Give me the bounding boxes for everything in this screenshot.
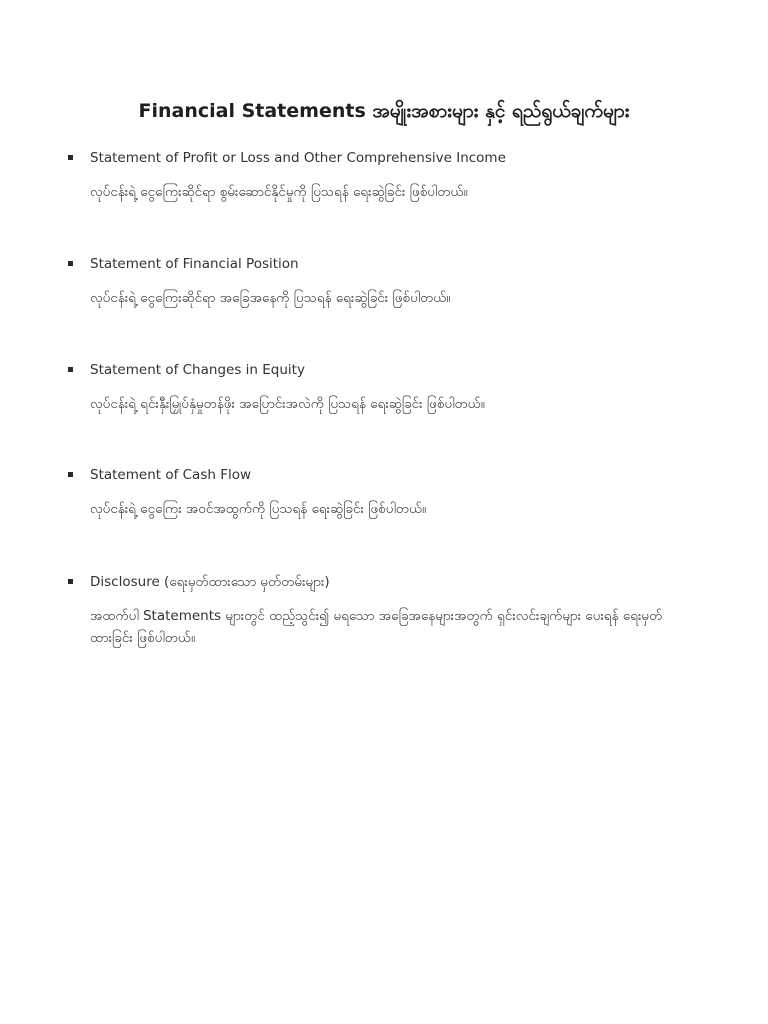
- item-description: လုပ်ငန်းရဲ့ ရင်းနှီးမြှုပ်နှံမှုတန်ဖိုး အပြောင်းအလဲကို ပြသရန် ရေးဆွဲခြင်း ဖြစ်ပါတယ်။: [90, 396, 485, 412]
- bullet-square-icon: [68, 367, 73, 372]
- bullet-square-icon: [68, 261, 73, 266]
- item-heading: Statement of Financial Position: [90, 256, 299, 272]
- bullet-square-icon: [68, 579, 73, 584]
- item-heading: Disclosure (ရေးမှတ်ထားသော မှတ်တမ်းများ): [90, 574, 330, 590]
- item-description: လုပ်ငန်းရဲ့ ငွေကြေးဆိုင်ရာ စွမ်းဆောင်နိုင်မှုကို ပြသရန် ရေးဆွဲခြင်း ဖြစ်ပါတယ်။: [90, 184, 468, 200]
- item-heading: Statement of Profit or Loss and Other Comprehensive Income: [90, 150, 506, 166]
- item-description: အထက်ပါ Statements များတွင် ထည့်သွင်း၍ မရသော အခြေအနေများအတွက် ရှင်းလင်းချက်များ ပေးရန် ရေးမှတ်ထားခြင်း ဖြစ်ပါတယ်။: [90, 608, 663, 646]
- item-heading: Statement of Changes in Equity: [90, 362, 305, 378]
- item-heading: Statement of Cash Flow: [90, 467, 252, 483]
- bullet-square-icon: [68, 472, 73, 477]
- item-description: လုပ်ငန်းရဲ့ ငွေကြေး အဝင်အထွက်ကို ပြသရန် ရေးဆွဲခြင်း ဖြစ်ပါတယ်။: [90, 501, 427, 517]
- page-title: Financial Statements အမျိုးအစားများ နှင့် ရည်ရွယ်ချက်များ: [138, 100, 630, 122]
- bullet-square-icon: [68, 155, 73, 160]
- item-description: လုပ်ငန်းရဲ့ ငွေကြေးဆိုင်ရာ အခြေအနေကို ပြသရန် ရေးဆွဲခြင်း ဖြစ်ပါတယ်။: [90, 290, 451, 306]
